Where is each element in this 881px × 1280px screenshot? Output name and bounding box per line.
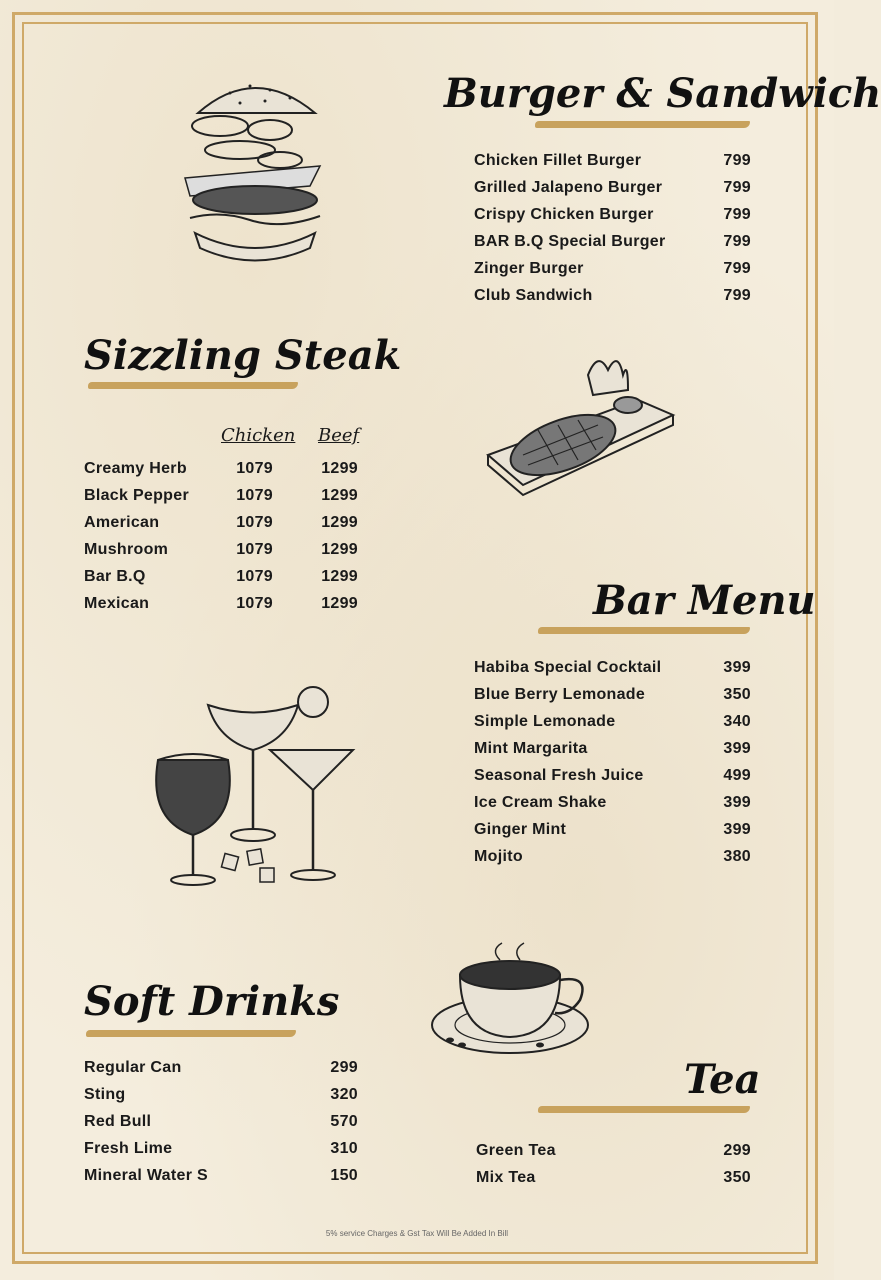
coffee-cup-illustration	[430, 945, 595, 1065]
list-item: Regular Can	[84, 1059, 182, 1076]
chicken-price: 1079	[236, 460, 273, 477]
list-item: Habiba Special Cocktail	[474, 659, 662, 676]
bar-heading-underline	[538, 627, 750, 634]
item-price: 399	[723, 740, 751, 757]
item-price: 799	[723, 179, 751, 196]
beef-price: 1299	[321, 595, 358, 612]
item-price: 799	[723, 233, 751, 250]
list-item: Mint Margarita	[474, 740, 588, 757]
item-price: 499	[723, 767, 751, 784]
list-item: Green Tea	[476, 1142, 556, 1159]
list-item: Seasonal Fresh Juice	[474, 767, 644, 784]
item-price: 799	[723, 206, 751, 223]
item-price: 320	[330, 1086, 358, 1103]
list-item: Black Pepper	[84, 487, 189, 504]
chicken-price: 1079	[236, 487, 273, 504]
item-price: 299	[330, 1059, 358, 1076]
item-price: 310	[330, 1140, 358, 1157]
steak-section-heading: Sizzling Steak	[84, 332, 402, 379]
list-item: Mojito	[474, 848, 523, 865]
burger-heading-underline	[535, 121, 750, 128]
list-item: Simple Lemonade	[474, 713, 616, 730]
steak-illustration	[478, 345, 678, 505]
list-item: Sting	[84, 1086, 126, 1103]
chicken-price: 1079	[236, 595, 273, 612]
list-item: American	[84, 514, 160, 531]
item-price: 399	[723, 821, 751, 838]
service-charge-note: 5% service Charges & Gst Tax Will Be Added In Bill	[325, 1229, 509, 1238]
list-item: Grilled Jalapeno Burger	[474, 179, 663, 196]
burger-section-heading: Burger & Sandwich	[444, 70, 881, 117]
beef-price: 1299	[321, 568, 358, 585]
list-item: Blue Berry Lemonade	[474, 686, 646, 703]
tea-section-heading: Tea	[684, 1056, 761, 1103]
item-price: 799	[723, 287, 751, 304]
soft-drinks-heading-underline	[86, 1030, 296, 1037]
list-item: Creamy Herb	[84, 460, 187, 477]
beef-price: 1299	[321, 514, 358, 531]
list-item: Mix Tea	[476, 1169, 536, 1186]
list-item: Club Sandwich	[474, 287, 593, 304]
chicken-price: 1079	[236, 568, 273, 585]
list-item: BAR B.Q Special Burger	[474, 233, 666, 250]
list-item: Fresh Lime	[84, 1140, 173, 1157]
item-price: 350	[723, 1169, 751, 1186]
beef-price: 1299	[321, 487, 358, 504]
cocktail-illustration	[148, 680, 353, 890]
chicken-price: 1079	[236, 541, 273, 558]
burger-illustration	[180, 68, 330, 268]
item-price: 340	[723, 713, 751, 730]
item-price: 799	[723, 260, 751, 277]
tea-heading-underline	[538, 1106, 750, 1113]
item-price: 350	[723, 686, 751, 703]
list-item: Mineral Water S	[84, 1167, 208, 1184]
bar-section-heading: Bar Menu	[593, 577, 816, 624]
list-item: Mexican	[84, 595, 150, 612]
item-price: 299	[723, 1142, 751, 1159]
list-item: Chicken Fillet Burger	[474, 152, 642, 169]
list-item: Ginger Mint	[474, 821, 567, 838]
item-price: 570	[330, 1113, 358, 1130]
beef-price: 1299	[321, 460, 358, 477]
steak-heading-underline	[88, 382, 298, 389]
list-item: Bar B.Q	[84, 568, 146, 585]
list-item: Mushroom	[84, 541, 169, 558]
item-price: 399	[723, 659, 751, 676]
chicken-price: 1079	[236, 514, 273, 531]
item-price: 399	[723, 794, 751, 811]
beef-column-header: Beef	[318, 425, 360, 446]
beef-price: 1299	[321, 541, 358, 558]
item-price: 150	[330, 1167, 358, 1184]
item-price: 799	[723, 152, 751, 169]
list-item: Red Bull	[84, 1113, 152, 1130]
item-price: 380	[723, 848, 751, 865]
list-item: Crispy Chicken Burger	[474, 206, 654, 223]
chicken-column-header: Chicken	[221, 425, 296, 446]
soft-drinks-section-heading: Soft Drinks	[84, 978, 340, 1025]
list-item: Ice Cream Shake	[474, 794, 607, 811]
list-item: Zinger Burger	[474, 260, 584, 277]
